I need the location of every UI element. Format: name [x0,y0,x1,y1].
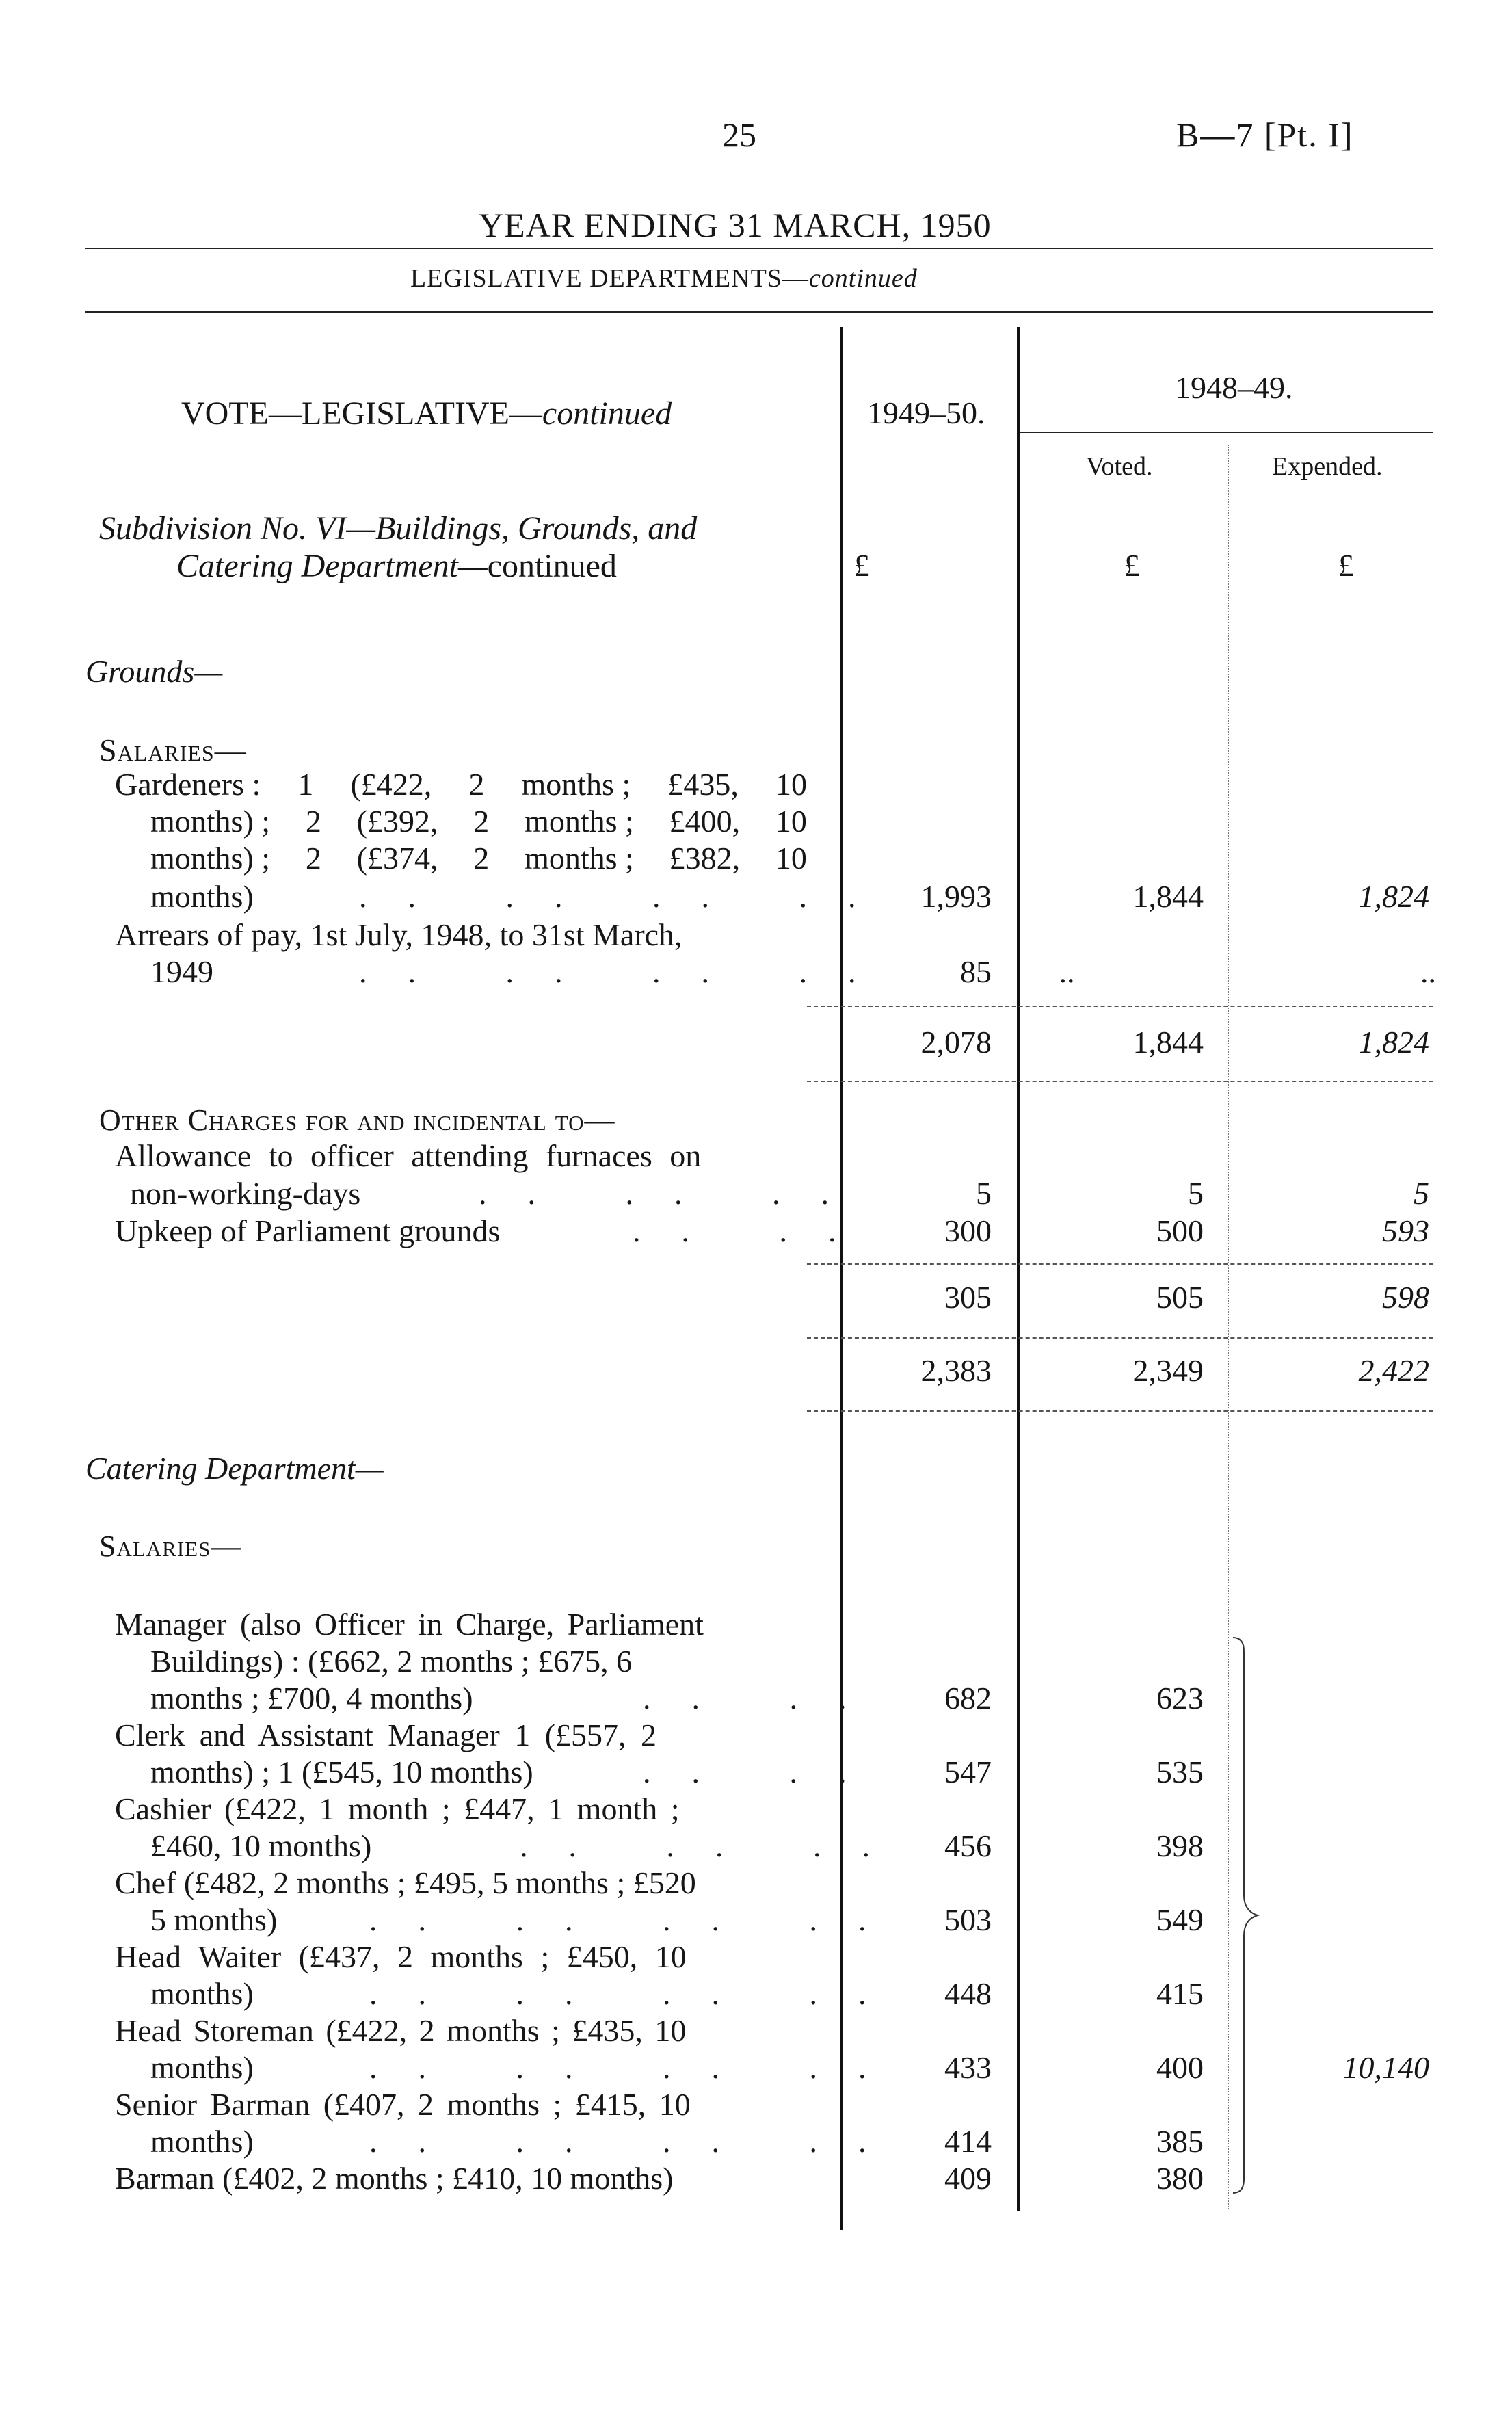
column-header-voted: Voted. [1086,452,1153,481]
catering-value-voted: 380 [1156,2161,1204,2196]
gardeners-1949-50: 1,993 [920,879,992,914]
catering-value-1949-50: 433 [944,2050,992,2085]
allowance-voted: 5 [1188,1176,1204,1211]
currency-voted: £ [1124,548,1140,583]
catering-item-text: Buildings) : (£662, 2 months ; £675, 6 [150,1644,633,1679]
arrears-1949-50: 85 [960,954,992,989]
subtotal-rule [807,1337,1433,1339]
catering-value-1949-50: 503 [944,1902,992,1937]
subtotal-rule [807,1081,1433,1082]
text-segment: (£374, [356,841,438,876]
catering-item-text: Barman (£402, 2 months ; £410, 10 months) [115,2161,674,2196]
upkeep-1949-50: 300 [944,1213,992,1248]
catering-value-1949-50: 414 [944,2124,992,2159]
gardeners-voted: 1,844 [1132,879,1204,914]
currency-expended: £ [1338,548,1354,583]
catering-value-1949-50: 682 [944,1681,992,1716]
text-segment: months) ; [150,841,271,876]
catering-value-1949-50: 409 [944,2161,992,2196]
catering-item-text: Cashier (£422, 1 month ; £447, 1 month ; [115,1791,680,1826]
gardeners-line-2 [150,803,807,839]
catering-item-text: months) [150,2050,254,2085]
text-segment: 2 [305,841,321,876]
subtotal-rule [807,1410,1433,1412]
column-header-1949-50: 1949–50. [867,395,985,430]
leader-dots: .. .. .. .. [369,1902,907,1937]
catering-item-text: months ; £700, 4 months) [150,1681,473,1716]
catering-value-voted: 398 [1156,1828,1204,1863]
catering-value-voted: 385 [1156,2124,1204,2159]
vote-title-suffix: continued [542,395,672,432]
leader-dots: .. .. .. [520,1828,911,1863]
column-header-expended: Expended. [1272,452,1383,481]
catering-value-voted: 400 [1156,2050,1204,2085]
upkeep-expended: 593 [1382,1213,1429,1248]
catering-value-voted: 415 [1156,1976,1204,2011]
title-rule [85,248,1433,249]
column-header-1948-49: 1948–49. [1175,370,1293,405]
text-segment: months) ; [150,804,271,839]
gardeners-line-4: months) [150,879,254,914]
salaries-total-1949-50: 2,078 [920,1025,992,1060]
other-total-1949-50: 305 [944,1280,992,1315]
text-segment: £435, [667,767,739,802]
arrears-line-1: Arrears of pay, 1st July, 1948, to 31st March, [115,917,682,952]
leader-dots: .. .. [633,1213,877,1248]
department-suffix: continued [808,264,918,293]
page-number: 25 [722,116,756,154]
catering-expended-total: 10,140 [1342,2050,1429,2085]
catering-value-1949-50: 456 [944,1828,992,1863]
other-total-voted: 505 [1156,1280,1204,1315]
catering-value-1949-50: 547 [944,1755,992,1789]
subdivision-line2-rest: continued [487,548,617,584]
catering-item-text: £460, 10 months) [150,1828,372,1863]
text-segment: 1 [297,767,314,802]
upkeep-line: Upkeep of Parliament grounds [115,1213,501,1248]
salaries-total-voted: 1,844 [1132,1025,1204,1060]
column-rule-middle [1017,327,1020,2211]
expended-brace [1228,1635,1269,2196]
currency-1949-50: £ [853,548,870,583]
column-rule-left [840,327,843,2230]
catering-item-text: Chef (£482, 2 months ; £495, 5 months ; £520 [115,1865,696,1900]
text-segment: 10 [775,841,807,876]
leader-dots: .. .. .. [479,1176,870,1211]
catering-value-1949-50: 448 [944,1976,992,2011]
grounds-heading: Grounds— [85,654,223,689]
catering-item-text: 5 months) [150,1902,278,1937]
catering-item-text: Manager (also Officer in Charge, Parliament [115,1607,704,1642]
leader-dots: .. .. [643,1755,888,1789]
allowance-line-1 [115,1138,807,1174]
catering-value-voted: 549 [1156,1902,1204,1937]
vote-title [181,395,672,432]
other-total-expended: 598 [1382,1280,1429,1315]
text-segment: 2 [305,804,321,839]
vote-title-text: VOTE—LEGISLATIVE— [181,395,542,432]
catering-item-text: Head Storeman (£422, 2 months ; £435, 10 [115,2013,687,2048]
subdivision-line2 [176,547,617,585]
subdivision-line1: Subdivision No. VI—Buildings, Grounds, and [99,510,698,547]
text-segment: months ; [521,767,631,802]
leader-dots: .. .. .. .. [369,2124,907,2159]
leader-dots: .. .. .. .. [369,2050,907,2085]
header-rule [85,311,1433,313]
subdivision-line2-italic: Catering Department— [176,548,488,584]
page-reference: B—7 [Pt. I] [1176,116,1354,154]
other-charges-heading: Other Charges for and incidental to— [99,1103,615,1137]
allowance-line-2: non-working-days [130,1176,361,1211]
text-segment: months ; [525,841,634,876]
catering-item-text: Clerk and Assistant Manager 1 (£557, 2 [115,1718,657,1752]
text-segment: (£392, [356,804,438,839]
text-segment: 2 [473,804,490,839]
text-segment: 2 [473,841,490,876]
arrears-voted: .. [1059,954,1075,989]
department-heading [410,263,918,293]
gardeners-line-3 [150,840,807,876]
arrears-expended: .. [1420,954,1436,989]
grand-total-expended: 2,422 [1358,1353,1429,1388]
leader-dots: .. .. .. .. [369,1976,907,2011]
text-segment: £382, [669,841,741,876]
text-segment: 2 [468,767,485,802]
catering-item-text: months) ; 1 (£545, 10 months) [150,1755,533,1789]
text-segment: 10 [775,804,807,839]
text-segment: months ; [525,804,634,839]
grand-total-1949-50: 2,383 [920,1353,992,1388]
department-name: LEGISLATIVE DEPARTMENTS— [410,264,809,293]
catering-item-text: Head Waiter (£437, 2 months ; £450, 10 [115,1939,687,1974]
grounds-salaries-heading: Salaries— [99,733,247,767]
catering-value-voted: 535 [1156,1755,1204,1789]
allowance-1949-50: 5 [976,1176,992,1211]
gardeners-expended: 1,824 [1358,879,1429,914]
leader-dots: .. .. .. .. [359,954,897,989]
leader-dots: .. .. .. .. [359,879,897,914]
text-segment: Gardeners : [115,767,261,802]
text-segment: £400, [669,804,741,839]
leader-dots: .. .. [643,1681,888,1716]
grand-total-voted: 2,349 [1132,1353,1204,1388]
gardeners-line-1 [115,766,807,802]
year-rule [1019,432,1433,433]
catering-value-voted: 623 [1156,1681,1204,1716]
catering-heading: Catering Department— [85,1451,384,1486]
allowance-text: Allowance to officer attending furnaces on [115,1138,702,1173]
page-title: YEAR ENDING 31 MARCH, 1950 [479,206,992,244]
catering-item-text: Senior Barman (£407, 2 months ; £415, 10 [115,2087,691,2122]
allowance-expended: 5 [1414,1176,1429,1211]
catering-item-text: months) [150,2124,254,2159]
text-segment: 10 [775,767,807,802]
subtotal-rule [807,1263,1433,1265]
subtotal-rule [807,1006,1433,1007]
salaries-total-expended: 1,824 [1358,1025,1429,1060]
text-segment: (£422, [350,767,432,802]
upkeep-voted: 500 [1156,1213,1204,1248]
arrears-line-2: 1949 [150,954,213,989]
catering-salaries-heading: Salaries— [99,1529,242,1563]
catering-item-text: months) [150,1976,254,2011]
